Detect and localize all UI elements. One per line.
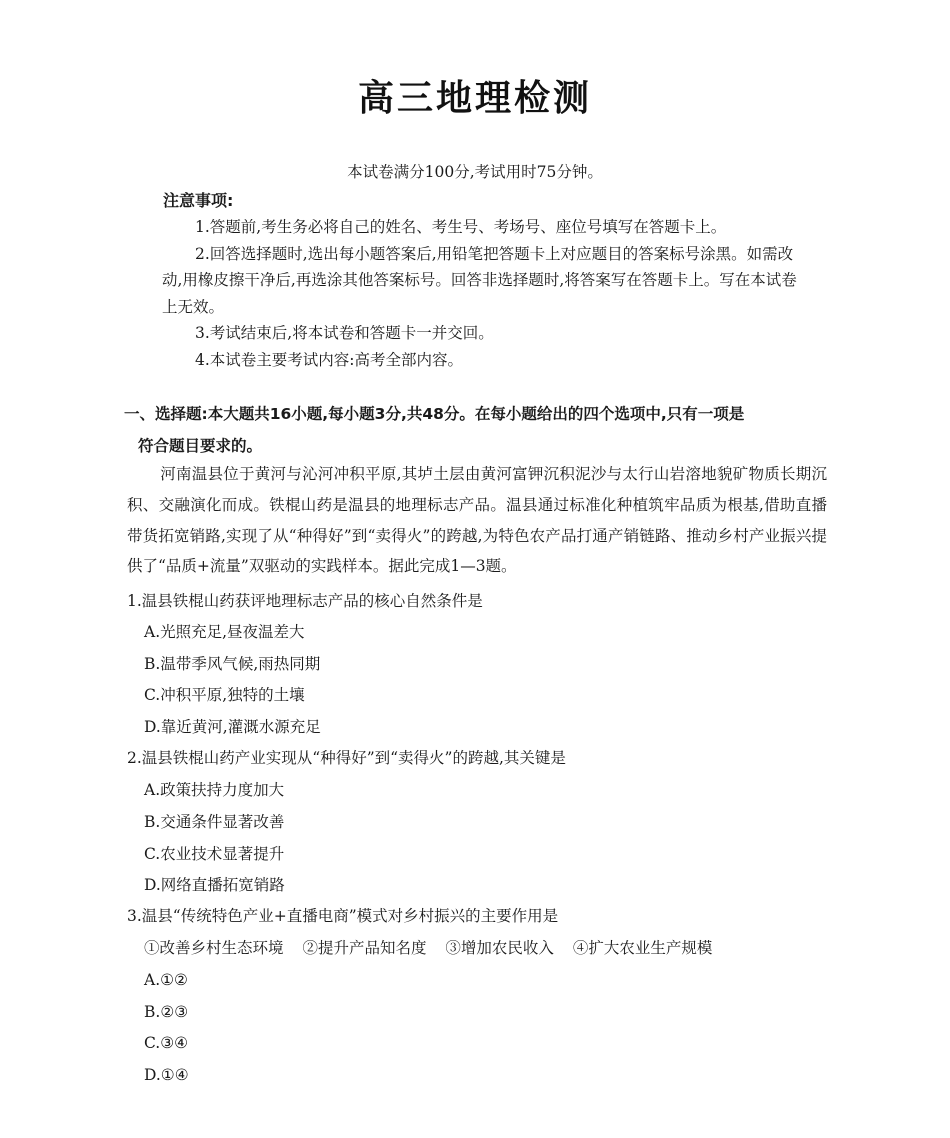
option: D.①④ — [144, 1066, 189, 1084]
notice-heading: 注意事项: — [163, 191, 234, 210]
section-heading-line: 一、选择题:本大题共16小题,每小题3分,共48分。在每小题给出的四个选项中,只有一项是 — [124, 405, 745, 423]
option: B.交通条件显著改善 — [144, 813, 285, 831]
notice-item: 2.回答选择题时,选出每小题答案后,用铅笔把答题卡上对应题目的答案标号涂黑。如需改动,用橡皮擦干净后,再选涂其他答案标号。回答非选择题时,将答案写在答题卡上。写在本试卷上无效。 — [162, 244, 797, 316]
question-stem: 1.温县铁棍山药获评地理标志产品的核心自然条件是 — [127, 592, 483, 610]
option: B.温带季风气候,雨热同期 — [144, 655, 321, 673]
choice-list — [144, 938, 726, 958]
notice-item: 4.本试卷主要考试内容:高考全部内容。 — [195, 350, 464, 369]
choice-item: ②提升产品知名度 — [302, 939, 427, 957]
exam-info: 本试卷满分100分,考试用时75分钟。 — [347, 163, 603, 181]
section-heading — [124, 398, 830, 462]
notice-item: 1.答题前,考生务必将自己的姓名、考生号、考场号、座位号填写在答题卡上。 — [195, 218, 727, 236]
option: C.③④ — [144, 1034, 189, 1052]
page-title: 高三地理检测 — [357, 78, 592, 119]
question-stem: 2.温县铁棍山药产业实现从“种得好”到“卖得火”的跨越,其关键是 — [127, 749, 566, 767]
choice-item: ①改善乡村生态环境 — [144, 939, 284, 957]
notice-list — [162, 214, 802, 373]
section-heading-line: 符合题目要求的。 — [138, 437, 263, 455]
option: D.靠近黄河,灌溉水源充足 — [144, 718, 321, 736]
choice-item: ③增加农民收入 — [445, 939, 554, 957]
reading-passage — [127, 459, 827, 582]
passage-text: 河南温县位于黄河与沁河冲积平原,其垆土层由黄河富钾沉积泥沙与太行山岩溶地貌矿物质长期沉积、交融演化而成。铁棍山药是温县的地理标志产品。温县通过标准化种植筑牢品质为根基,借助直播带货拓宽销路,实现了从“种得好”到“卖得火”的跨越,为特色农产品打通产销链路、推动乡村产业振兴提供了“品质+流量”双驱动的实践样本。据此完成1—3题。 — [127, 465, 827, 576]
choice-item: ④扩大农业生产规模 — [572, 939, 713, 957]
option: A.①② — [144, 971, 188, 989]
notice-item: 3.考试结束后,将本试卷和答题卡一并交回。 — [195, 324, 494, 342]
option: D.网络直播拓宽销路 — [144, 876, 285, 894]
question-stem: 3.温县“传统特色产业+直播电商”模式对乡村振兴的主要作用是 — [127, 907, 559, 925]
option: C.农业技术显著提升 — [144, 845, 285, 863]
option: B.②③ — [144, 1003, 189, 1021]
option: A.政策扶持力度加大 — [144, 781, 285, 799]
option: C.冲积平原,独特的土壤 — [144, 686, 305, 704]
option: A.光照充足,昼夜温差大 — [144, 623, 305, 641]
